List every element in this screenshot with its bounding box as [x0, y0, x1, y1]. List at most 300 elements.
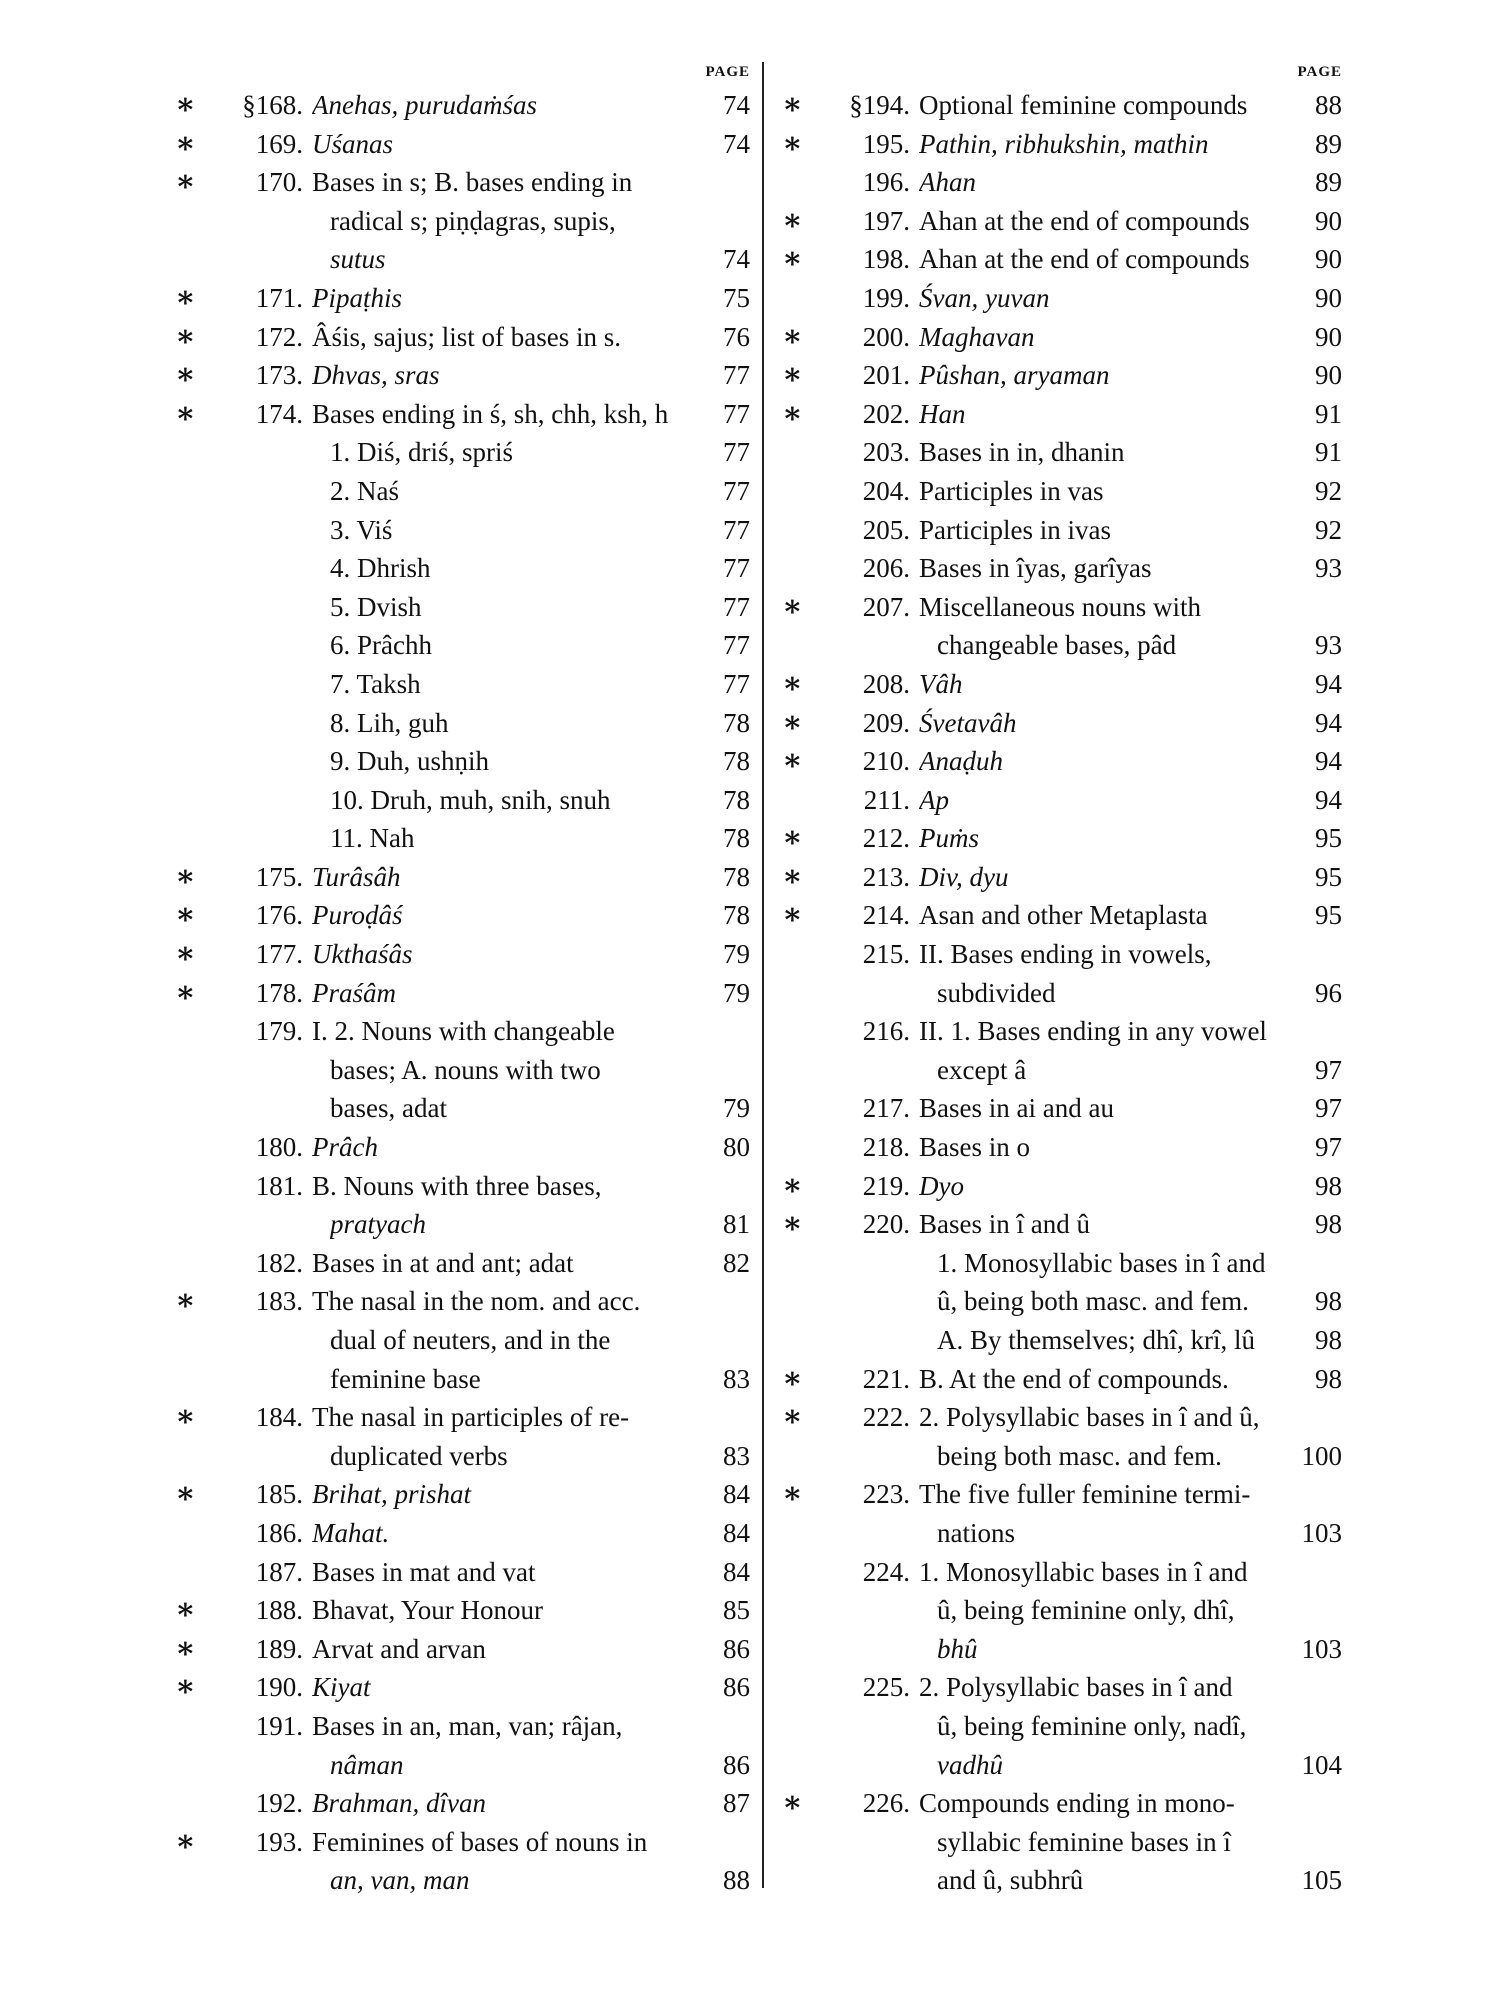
- column-divider: [762, 62, 764, 1888]
- toc-line: [175, 1591, 750, 1630]
- entry-title: Bases in s; B. bases ending in: [312, 167, 633, 198]
- asterisk-marker: ∗: [782, 242, 803, 276]
- page-number: 90: [1315, 282, 1342, 313]
- toc-line: [782, 1707, 1342, 1746]
- page-number: 95: [1315, 823, 1342, 854]
- toc-line: [175, 1475, 750, 1514]
- asterisk-marker: ∗: [175, 280, 196, 314]
- page-number: 95: [1315, 900, 1342, 931]
- page-number: 91: [1315, 398, 1342, 429]
- page-number: 89: [1315, 167, 1342, 198]
- entry-title: Dhvas, sras: [312, 360, 440, 391]
- toc-line: [782, 356, 1342, 395]
- entry-title: Ahan at the end of compounds: [919, 205, 1250, 236]
- toc-line: [175, 125, 750, 164]
- entry-title: 1. Diś, driś, spriś: [330, 437, 514, 468]
- entry-title: Bases ending in ś, sh, chh, ksh, h: [312, 398, 669, 429]
- entry-title: changeable bases, pâd: [937, 630, 1177, 661]
- entry-title: û, being feminine only, dhî,: [937, 1595, 1235, 1626]
- entry-title: 1. Monosyllabic bases in î and: [937, 1247, 1266, 1278]
- entry-title: Bases in o: [919, 1132, 1030, 1163]
- toc-line: [175, 1051, 750, 1090]
- entry-title: being both masc. and fem.: [937, 1440, 1222, 1471]
- toc-line: [782, 974, 1342, 1013]
- entry-title: subdivided: [937, 977, 1056, 1008]
- toc-line: [175, 279, 750, 318]
- toc-line: [782, 1282, 1342, 1321]
- entry-title: Participles in ivas: [919, 514, 1111, 545]
- toc-line: [175, 935, 750, 974]
- entry-title: B. At the end of compounds.: [919, 1363, 1229, 1394]
- toc-line: [175, 1630, 750, 1669]
- entry-title: Bhavat, Your Honour: [312, 1595, 544, 1626]
- entry-title: feminine base: [330, 1363, 481, 1394]
- section-number: 172.: [255, 321, 303, 352]
- asterisk-marker: ∗: [175, 1593, 196, 1627]
- page-number: 98: [1315, 1325, 1342, 1355]
- toc-line: [175, 1437, 750, 1476]
- section-number: 198.: [862, 244, 910, 275]
- entry-title: B. Nouns with three bases,: [312, 1170, 602, 1201]
- asterisk-marker: ∗: [782, 898, 803, 932]
- page-number: 98: [1315, 1209, 1342, 1240]
- page-number: 97: [1315, 1054, 1342, 1085]
- toc-line: [782, 86, 1342, 125]
- page-number: 77: [723, 630, 750, 661]
- entry-title: Bases in at and ant; adat: [312, 1247, 574, 1278]
- section-number: 182.: [255, 1247, 303, 1278]
- section-number: 216.: [862, 1016, 910, 1047]
- entry-title: pratyach: [330, 1209, 426, 1240]
- section-number: 215.: [862, 939, 910, 970]
- page-number: 86: [723, 1633, 750, 1664]
- page-number: 89: [1315, 128, 1342, 159]
- entry-title: Bases in ai and au: [919, 1093, 1114, 1124]
- toc-line: [782, 1012, 1342, 1051]
- toc-line: [782, 1514, 1342, 1553]
- section-number: 218.: [862, 1132, 910, 1163]
- entry-title: Puṁs: [919, 823, 979, 854]
- section-number: 193.: [255, 1826, 303, 1857]
- entry-title: Anehas, purudaṁśas: [312, 90, 538, 120]
- toc-line: [175, 974, 750, 1013]
- toc-line: [175, 240, 750, 279]
- page-number: 80: [723, 1132, 750, 1163]
- toc-line: [782, 318, 1342, 357]
- toc-line: [782, 279, 1342, 318]
- toc-line: [782, 1051, 1342, 1090]
- page-number: 77: [723, 553, 750, 584]
- page-number: 74: [723, 128, 750, 159]
- entry-title: 6. Prâchh: [330, 630, 432, 661]
- entry-title: Bases in in, dhanin: [919, 437, 1125, 468]
- asterisk-marker: ∗: [782, 88, 803, 121]
- entry-title: Ahan: [919, 167, 976, 198]
- section-number: 212.: [862, 823, 910, 854]
- section-number: 195.: [862, 128, 910, 159]
- entry-title: Dyo: [919, 1170, 964, 1201]
- toc-line: [782, 1475, 1342, 1514]
- section-number: 183.: [255, 1286, 303, 1317]
- entry-title: Anaḍuh: [919, 746, 1003, 777]
- section-number: 179.: [255, 1016, 303, 1047]
- section-number: 171.: [255, 282, 303, 313]
- section-number: 185.: [255, 1479, 303, 1510]
- entry-title: Turâsâh: [312, 861, 401, 892]
- section-number: 202.: [862, 398, 910, 429]
- toc-line: [782, 1398, 1342, 1437]
- page-number: 86: [723, 1672, 750, 1703]
- page-number: 94: [1315, 784, 1342, 815]
- entry-title: 3. Viś: [330, 514, 393, 545]
- entry-title: Kiyat: [312, 1672, 371, 1703]
- entry-title: Compounds ending in mono-: [919, 1788, 1235, 1819]
- toc-line: [175, 1553, 750, 1592]
- toc-line: [782, 125, 1342, 164]
- entry-title: Brihat, prishat: [312, 1479, 472, 1510]
- toc-line: [782, 1089, 1342, 1128]
- entry-title: bhû: [937, 1633, 978, 1664]
- toc-line: [782, 742, 1342, 781]
- page-number: 83: [723, 1440, 750, 1471]
- page-number: 98: [1315, 1286, 1342, 1317]
- page-number: 90: [1315, 360, 1342, 391]
- asterisk-marker: ∗: [782, 319, 803, 353]
- entry-title: bases; A. nouns with two: [330, 1054, 601, 1085]
- entry-title: The nasal in participles of re-: [312, 1402, 630, 1433]
- entry-title: syllabic feminine bases in î: [937, 1826, 1231, 1857]
- entry-title: Pûshan, aryaman: [919, 360, 1110, 391]
- entry-title: Bases in mat and vat: [312, 1556, 536, 1587]
- entry-title: 7. Taksh: [330, 668, 421, 699]
- toc-line: [175, 163, 750, 202]
- entry-title: Śvetavâh: [919, 707, 1017, 738]
- toc-line: [175, 395, 750, 434]
- asterisk-marker: ∗: [782, 589, 803, 623]
- toc-line: [782, 1823, 1342, 1862]
- section-number: 200.: [862, 321, 910, 352]
- entry-title: Miscellaneous nouns with: [919, 591, 1201, 622]
- asterisk-marker: ∗: [782, 1168, 803, 1202]
- toc-line: [175, 1321, 750, 1360]
- asterisk-marker: ∗: [175, 937, 196, 971]
- asterisk-marker: ∗: [175, 1631, 196, 1665]
- section-number: 173.: [255, 360, 303, 391]
- toc-line: [782, 935, 1342, 974]
- section-number: 186.: [255, 1517, 303, 1548]
- page-number: 78: [723, 784, 750, 815]
- page-number: 77: [723, 514, 750, 545]
- entry-title: û, being feminine only, nadî,: [937, 1710, 1247, 1741]
- section-number: §168.: [242, 90, 303, 120]
- page-number: 103: [1301, 1633, 1342, 1664]
- toc-line: [175, 1089, 750, 1128]
- page-number: 90: [1315, 321, 1342, 352]
- entry-title: Participles in vas: [919, 475, 1104, 506]
- section-number: 210.: [862, 746, 910, 777]
- toc-line: [175, 1707, 750, 1746]
- toc-line: [782, 472, 1342, 511]
- entry-title: Ahan at the end of compounds: [919, 244, 1250, 275]
- toc-line: [782, 1591, 1342, 1630]
- entry-title: Arvat and arvan: [312, 1633, 486, 1664]
- entry-title: radical s; piṇḍagras, supis,: [330, 205, 616, 236]
- section-number: 211.: [863, 784, 910, 815]
- entry-title: Mahat.: [312, 1517, 390, 1548]
- page-number: 91: [1315, 437, 1342, 468]
- section-number: 188.: [255, 1595, 303, 1626]
- section-number: 225.: [862, 1672, 910, 1703]
- entry-title: 1. Monosyllabic bases in î and: [919, 1556, 1248, 1587]
- toc-line: [782, 1128, 1342, 1167]
- page-number: 78: [723, 746, 750, 777]
- page-number: 79: [723, 939, 750, 970]
- section-number: 221.: [862, 1363, 910, 1394]
- asterisk-marker: ∗: [175, 1477, 196, 1511]
- entry-title: dual of neuters, and in the: [330, 1325, 611, 1355]
- section-number: 224.: [862, 1556, 910, 1587]
- toc-line: [175, 86, 750, 125]
- section-number: 206.: [862, 553, 910, 584]
- toc-line: [782, 433, 1342, 472]
- page-number: 90: [1315, 205, 1342, 236]
- section-number: 197.: [862, 205, 910, 236]
- asterisk-marker: ∗: [175, 319, 196, 353]
- toc-line: [175, 1128, 750, 1167]
- asterisk-marker: ∗: [175, 1824, 196, 1858]
- page-number: 81: [723, 1209, 750, 1240]
- toc-line: [782, 1668, 1342, 1707]
- page-number: 97: [1315, 1093, 1342, 1124]
- page-column-header: PAGE: [1297, 64, 1342, 80]
- page-number: 74: [723, 244, 750, 275]
- asterisk-marker: ∗: [782, 1786, 803, 1820]
- asterisk-marker: ∗: [175, 859, 196, 893]
- entry-title: 9. Duh, ushṇih: [330, 746, 490, 777]
- toc-line: [175, 704, 750, 743]
- asterisk-marker: ∗: [175, 126, 196, 160]
- entry-title: 2. Polysyllabic bases in î and û,: [919, 1402, 1260, 1433]
- section-number: 190.: [255, 1672, 303, 1703]
- entry-title: Asan and other Metaplasta: [919, 900, 1208, 931]
- toc-line: [175, 858, 750, 897]
- page-number: 79: [723, 1093, 750, 1124]
- toc-line: [782, 858, 1342, 897]
- entry-title: 2. Polysyllabic bases in î and: [919, 1672, 1233, 1703]
- entry-title: The five fuller feminine termi-: [919, 1479, 1251, 1510]
- section-number: 222.: [862, 1402, 910, 1433]
- page-number: 76: [723, 321, 750, 352]
- page-number: 78: [723, 861, 750, 892]
- asterisk-marker: ∗: [175, 165, 196, 199]
- toc-line: [782, 549, 1342, 588]
- page-number: 97: [1315, 1132, 1342, 1163]
- entry-title: Âśis, sajus; list of bases in s.: [312, 321, 622, 352]
- entry-title: Bases in î and û: [919, 1209, 1090, 1240]
- section-number: 175.: [255, 861, 303, 892]
- page-number: 84: [723, 1556, 750, 1587]
- toc-line: [175, 896, 750, 935]
- asterisk-marker: ∗: [782, 821, 803, 855]
- toc-line: [175, 1514, 750, 1553]
- entry-title: 10. Druh, muh, snih, snuh: [330, 784, 611, 815]
- toc-line: [175, 511, 750, 550]
- section-number: 187.: [255, 1556, 303, 1587]
- toc-line: [782, 395, 1342, 434]
- asterisk-marker: ∗: [175, 1400, 196, 1434]
- asterisk-marker: ∗: [175, 975, 196, 1009]
- toc-line: [175, 1244, 750, 1283]
- toc-line: [782, 1321, 1342, 1360]
- page-number: 103: [1301, 1517, 1342, 1548]
- toc-line: [175, 1861, 750, 1900]
- page-number: 104: [1301, 1749, 1342, 1780]
- toc-line: [175, 1282, 750, 1321]
- entry-title: Feminines of bases of nouns in: [312, 1826, 648, 1857]
- page-number: 98: [1315, 1363, 1342, 1394]
- toc-line: [175, 665, 750, 704]
- section-number: 207.: [862, 591, 910, 622]
- page-number: 77: [723, 360, 750, 391]
- section-number: 226.: [862, 1788, 910, 1819]
- section-number: 223.: [862, 1479, 910, 1510]
- page-column-header: PAGE: [705, 64, 750, 80]
- page-number: 93: [1315, 630, 1342, 661]
- toc-line: [782, 240, 1342, 279]
- section-number: 214.: [862, 900, 910, 931]
- entry-title: vadhû: [937, 1749, 1003, 1780]
- section-number: 174.: [255, 398, 303, 429]
- toc-line: [175, 1746, 750, 1785]
- section-number: 205.: [862, 514, 910, 545]
- page-number: 96: [1315, 977, 1342, 1008]
- section-number: 181.: [255, 1170, 303, 1201]
- asterisk-marker: ∗: [782, 744, 803, 778]
- entry-title: 4. Dhrish: [330, 553, 431, 584]
- entry-title: 5. Dvish: [330, 591, 422, 622]
- page-number: 84: [723, 1479, 750, 1510]
- entry-title: Uśanas: [312, 128, 394, 159]
- entry-title: 8. Lih, guh: [330, 707, 449, 738]
- page-number: 77: [723, 591, 750, 622]
- entry-title: Bases in an, man, van; râjan,: [312, 1710, 623, 1741]
- section-number: 203.: [862, 437, 910, 468]
- section-number: 208.: [862, 668, 910, 699]
- asterisk-marker: ∗: [782, 1207, 803, 1241]
- asterisk-marker: ∗: [782, 859, 803, 893]
- page-number: 77: [723, 475, 750, 506]
- section-number: 189.: [255, 1633, 303, 1664]
- toc-line: [175, 1823, 750, 1862]
- entry-title: Div, dyu: [919, 861, 1009, 892]
- entry-title: I. 2. Nouns with changeable: [312, 1016, 615, 1047]
- section-number: 199.: [862, 282, 910, 313]
- entry-title: The nasal in the nom. and acc.: [312, 1286, 641, 1317]
- page-number: 78: [723, 900, 750, 931]
- entry-title: Vâh: [919, 668, 963, 699]
- toc-line: [782, 781, 1342, 820]
- asterisk-marker: ∗: [782, 666, 803, 700]
- right-entries-list: [782, 86, 1342, 1900]
- asterisk-marker: ∗: [175, 1284, 196, 1318]
- section-number: 177.: [255, 939, 303, 970]
- section-number: 201.: [862, 360, 910, 391]
- toc-line: [175, 1668, 750, 1707]
- entry-title: sutus: [330, 244, 386, 275]
- page-number: 93: [1315, 553, 1342, 584]
- entry-title: û, being both masc. and fem.: [937, 1286, 1249, 1317]
- toc-line: [175, 781, 750, 820]
- entry-title: Brahman, dîvan: [312, 1788, 486, 1819]
- toc-line: [175, 472, 750, 511]
- page-number: 84: [723, 1517, 750, 1548]
- section-number: 196.: [862, 167, 910, 198]
- toc-line: [782, 1746, 1342, 1785]
- page-number: 92: [1315, 475, 1342, 506]
- page-number: 77: [723, 437, 750, 468]
- toc-line: [782, 511, 1342, 550]
- toc-line: [782, 1360, 1342, 1399]
- entry-title: bases, adat: [330, 1093, 447, 1124]
- section-number: 192.: [255, 1788, 303, 1819]
- toc-line: [782, 896, 1342, 935]
- page-number: 105: [1301, 1865, 1342, 1896]
- section-number: 169.: [255, 128, 303, 159]
- toc-line: [782, 1437, 1342, 1476]
- entry-title: an, van, man: [330, 1865, 470, 1896]
- page-number: 98: [1315, 1170, 1342, 1201]
- toc-line: [782, 1167, 1342, 1206]
- page-number: 95: [1315, 861, 1342, 892]
- entry-title: duplicated verbs: [330, 1440, 508, 1471]
- toc-line: [782, 588, 1342, 627]
- entry-title: Pathin, ribhukshin, mathin: [919, 128, 1209, 159]
- section-number: 178.: [255, 977, 303, 1008]
- asterisk-marker: ∗: [782, 358, 803, 392]
- entry-title: Śvan, yuvan: [919, 282, 1050, 313]
- entry-title: and û, subhrû: [937, 1865, 1084, 1896]
- section-number: 184.: [255, 1402, 303, 1433]
- toc-line: [175, 1012, 750, 1051]
- asterisk-marker: ∗: [782, 1400, 803, 1434]
- entry-title: Maghavan: [919, 321, 1035, 352]
- entry-title: Bases in îyas, garîyas: [919, 553, 1152, 584]
- entry-title: 11. Nah: [330, 823, 415, 854]
- section-number: 220.: [862, 1209, 910, 1240]
- page-number: 94: [1315, 746, 1342, 777]
- asterisk-marker: ∗: [175, 358, 196, 392]
- asterisk-marker: ∗: [782, 1477, 803, 1511]
- section-number: 204.: [862, 475, 910, 506]
- page-number: 77: [723, 668, 750, 699]
- asterisk-marker: ∗: [782, 1361, 803, 1395]
- entry-title: II. Bases ending in vowels,: [919, 939, 1212, 970]
- toc-line: [175, 356, 750, 395]
- asterisk-marker: ∗: [782, 396, 803, 430]
- asterisk-marker: ∗: [782, 203, 803, 237]
- page-number: 74: [723, 90, 750, 120]
- page-number: 100: [1301, 1440, 1342, 1471]
- toc-line: [175, 819, 750, 858]
- toc-line: [175, 742, 750, 781]
- toc-line: [175, 549, 750, 588]
- toc-line: [782, 163, 1342, 202]
- section-number: 217.: [862, 1093, 910, 1124]
- page-number: 79: [723, 977, 750, 1008]
- asterisk-marker: ∗: [782, 705, 803, 739]
- page-number: 87: [723, 1788, 750, 1819]
- section-number: 219.: [862, 1170, 910, 1201]
